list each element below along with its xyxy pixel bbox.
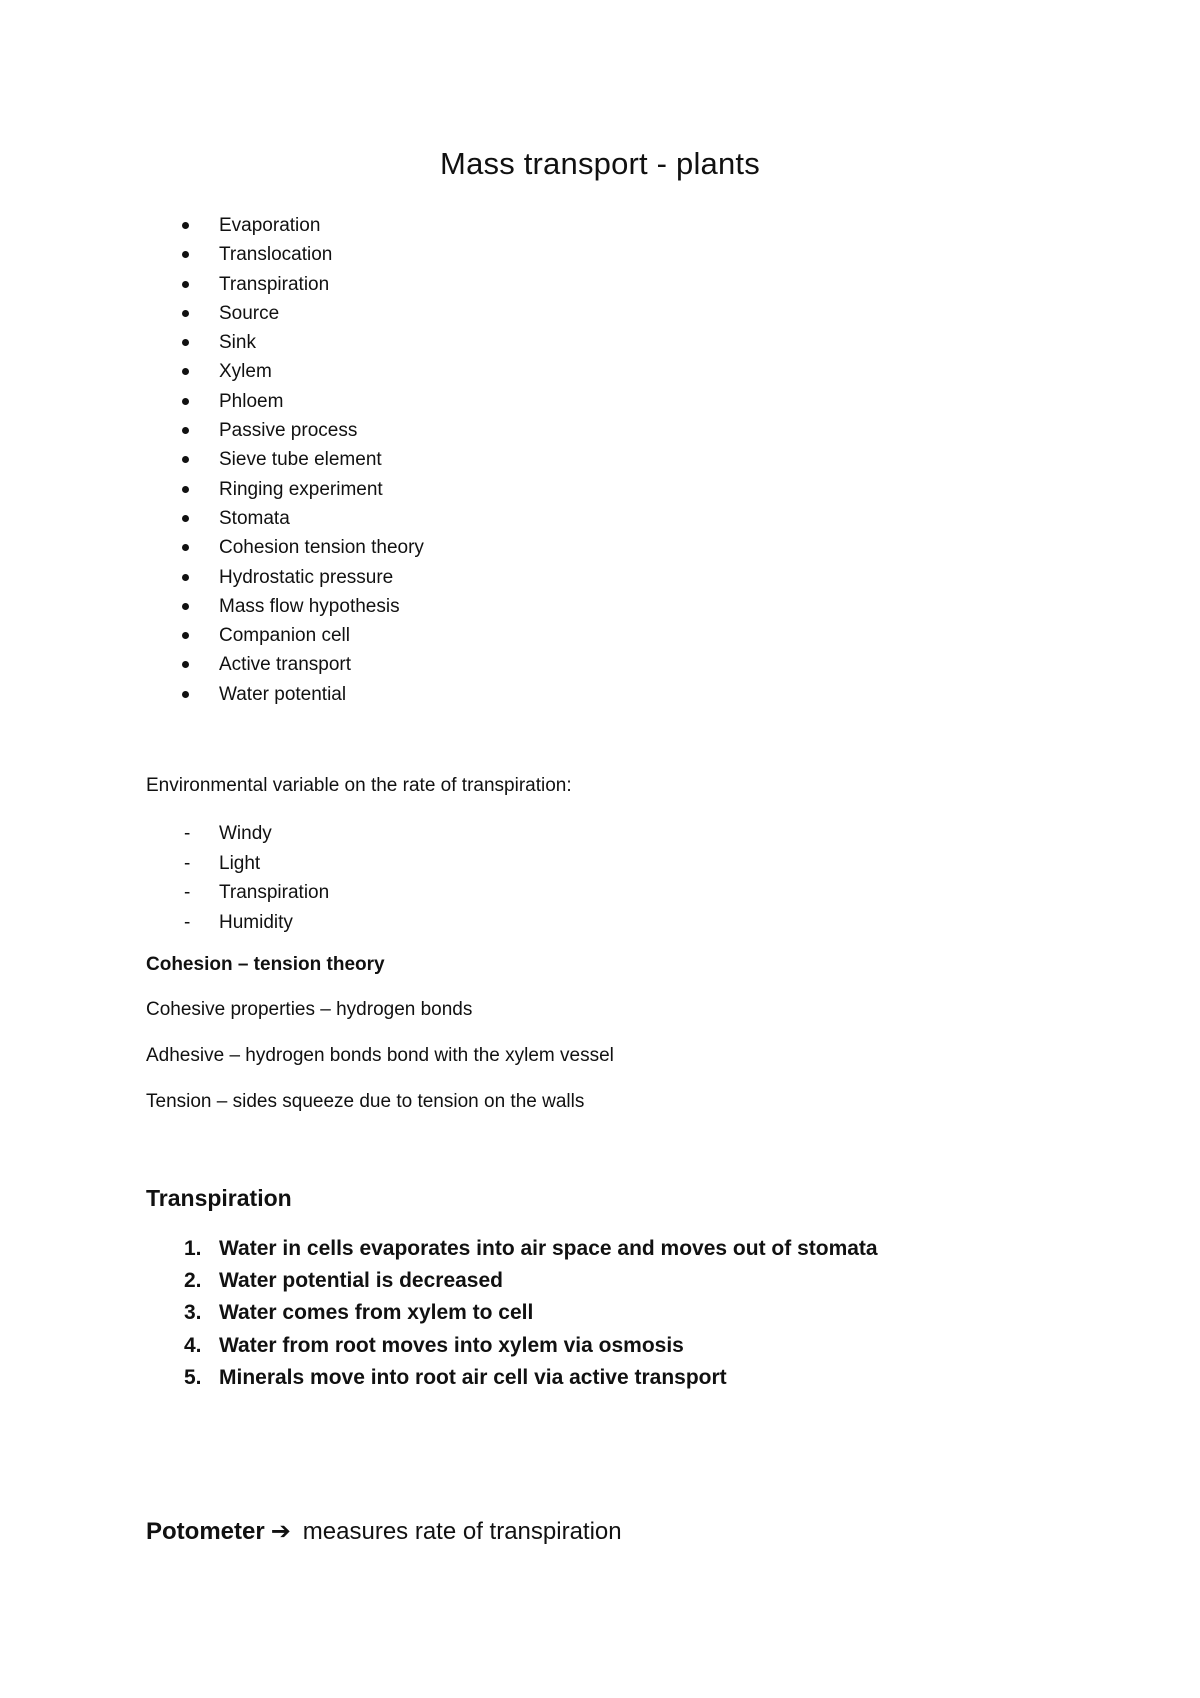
list-item-text: Sieve tube element <box>219 449 382 471</box>
arrow-right-icon: ➔ <box>270 1518 291 1545</box>
bullet-icon <box>182 339 189 346</box>
bullet-icon <box>182 281 189 288</box>
list-item-text: Passive process <box>219 420 358 442</box>
dash-marker: - <box>184 882 191 904</box>
bullet-icon <box>182 574 189 581</box>
step-number: 5. <box>184 1365 202 1389</box>
list-item <box>146 504 424 533</box>
list-item-text: Companion cell <box>219 625 350 647</box>
list-item-text: Mass flow hypothesis <box>219 595 400 617</box>
step-text: Water from root moves into xylem via osmosis <box>219 1333 684 1357</box>
list-item <box>146 299 424 328</box>
step-number: 2. <box>184 1269 202 1293</box>
dash-marker: - <box>184 823 191 844</box>
list-item <box>146 270 424 299</box>
transpiration-steps <box>146 1233 878 1394</box>
list-item-text: Water potential <box>219 683 347 705</box>
list-item-text: Stomata <box>219 507 290 529</box>
list-item-text: Transpiration <box>219 273 330 295</box>
list-item <box>146 878 329 908</box>
list-item <box>146 357 424 386</box>
list-item <box>146 1265 878 1297</box>
transpiration-heading: Transpiration <box>146 1185 292 1211</box>
bullet-icon <box>182 398 189 405</box>
list-item-text: Cohesion tension theory <box>219 537 424 559</box>
list-item-text: Windy <box>219 823 272 844</box>
bullet-icon <box>182 661 189 668</box>
list-item <box>146 680 424 709</box>
list-item-text: Light <box>219 852 261 874</box>
adhesive-text: Adhesive – hydrogen bonds bond with the xylem vessel <box>146 1045 614 1066</box>
page-title: Mass transport - plants <box>440 146 760 181</box>
cohesive-properties: Cohesive properties – hydrogen bonds <box>146 999 473 1020</box>
step-text: Water in cells evaporates into air space and moves out of stomata <box>219 1237 878 1260</box>
step-number: 3. <box>184 1301 202 1325</box>
bullet-icon <box>182 310 189 317</box>
list-item-text: Sink <box>219 332 256 354</box>
list-item <box>146 621 424 650</box>
bullet-icon <box>182 603 189 610</box>
list-item-text: Xylem <box>219 361 272 383</box>
list-item-text: Evaporation <box>219 215 321 236</box>
list-item <box>146 1362 878 1394</box>
potometer-text: measures rate of transpiration <box>302 1518 622 1545</box>
list-item <box>146 650 424 679</box>
tension-text: Tension – sides squeeze due to tension on the walls <box>146 1091 585 1112</box>
list-item-text: Hydrostatic pressure <box>219 566 394 588</box>
bullet-icon <box>182 515 189 522</box>
list-item-text: Phloem <box>219 390 284 412</box>
list-item <box>146 445 424 474</box>
step-text: Minerals move into root air cell via active transport <box>219 1365 727 1389</box>
bullet-icon <box>182 251 189 258</box>
key-terms-list <box>146 211 424 709</box>
list-item <box>146 416 424 445</box>
list-item-text: Transpiration <box>219 882 330 904</box>
env-variables-list <box>146 819 329 938</box>
list-item <box>146 240 424 269</box>
list-item-text: Active transport <box>219 654 351 676</box>
dash-marker: - <box>184 852 191 874</box>
list-item-text: Humidity <box>219 912 293 934</box>
list-item <box>146 211 424 240</box>
list-item <box>146 1330 878 1362</box>
list-item <box>146 1233 878 1265</box>
bullet-icon <box>182 427 189 434</box>
bullet-icon <box>182 456 189 463</box>
bullet-icon <box>182 486 189 493</box>
step-text: Water comes from xylem to cell <box>219 1301 534 1325</box>
list-item <box>146 819 329 849</box>
potometer-label: Potometer <box>146 1518 265 1545</box>
list-item <box>146 475 424 504</box>
list-item <box>146 328 424 357</box>
step-text: Water potential is decreased <box>219 1269 503 1293</box>
dash-marker: - <box>184 912 191 934</box>
step-number: 1. <box>184 1237 202 1260</box>
bullet-icon <box>182 368 189 375</box>
list-item <box>146 849 329 879</box>
cohesion-heading: Cohesion – tension theory <box>146 954 385 975</box>
list-item <box>146 533 424 562</box>
env-intro: Environmental variable on the rate of transpiration: <box>146 775 572 796</box>
bullet-icon <box>182 222 189 229</box>
list-item-text: Translocation <box>219 244 333 266</box>
bullet-icon <box>182 544 189 551</box>
potometer-line <box>146 1520 622 1544</box>
list-item <box>146 387 424 416</box>
step-number: 4. <box>184 1333 202 1357</box>
list-item <box>146 563 424 592</box>
list-item-text: Ringing experiment <box>219 478 383 500</box>
bullet-icon <box>182 632 189 639</box>
list-item <box>146 908 329 938</box>
list-item <box>146 592 424 621</box>
bullet-icon <box>182 691 189 698</box>
list-item <box>146 1297 878 1329</box>
list-item-text: Source <box>219 302 280 324</box>
